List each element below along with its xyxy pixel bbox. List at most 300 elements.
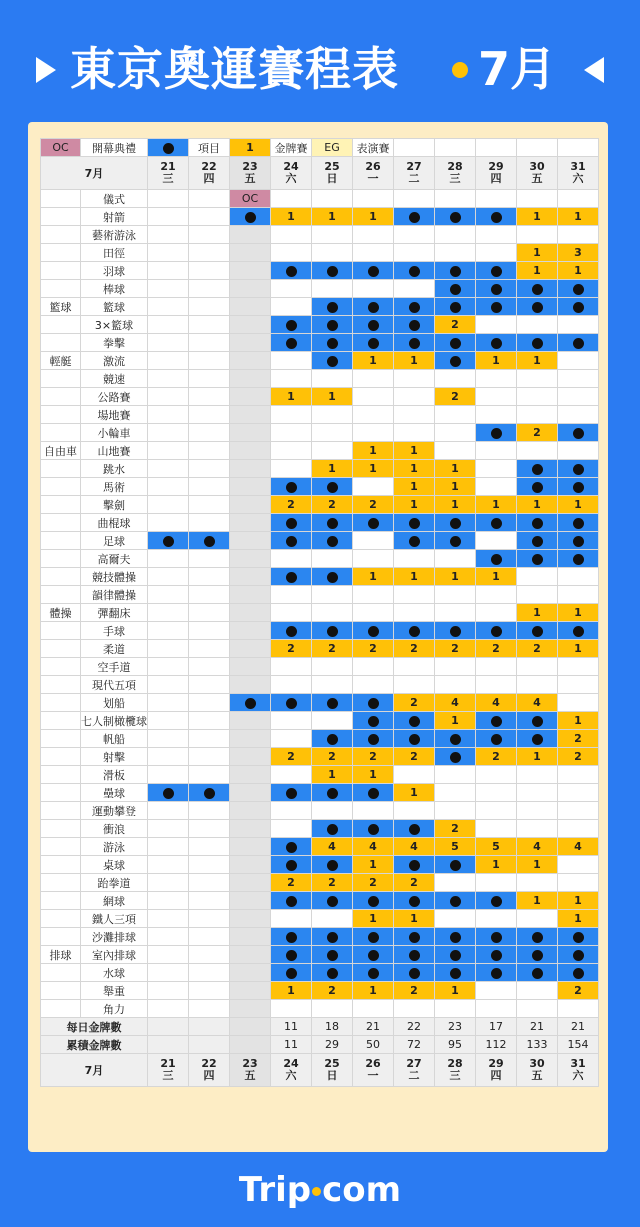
sport-name: 壘球 — [81, 784, 148, 802]
sport-group — [41, 892, 81, 910]
schedule-cell — [189, 892, 230, 910]
schedule-cell — [517, 964, 558, 982]
sport-row — [41, 226, 599, 244]
daily-total-row-cell — [148, 1018, 189, 1036]
schedule-cell — [230, 910, 271, 928]
bullet-icon — [327, 788, 338, 799]
schedule-cell — [230, 982, 271, 1000]
schedule-cell — [394, 1000, 435, 1018]
schedule-cell: 1 — [353, 568, 394, 586]
schedule-cell — [435, 334, 476, 352]
schedule-cell — [394, 388, 435, 406]
schedule-cell — [517, 784, 558, 802]
schedule-cell: 1 — [312, 208, 353, 226]
bullet-icon — [327, 572, 338, 583]
schedule-cell: 3 — [558, 244, 599, 262]
schedule-cell — [189, 910, 230, 928]
schedule-cell — [517, 478, 558, 496]
schedule-cell: 1 — [394, 478, 435, 496]
day-header — [312, 157, 353, 190]
bullet-icon — [573, 482, 584, 493]
weekday: 三 — [449, 172, 461, 185]
schedule-cell — [148, 748, 189, 766]
schedule-cell — [394, 802, 435, 820]
schedule-cell — [271, 478, 312, 496]
sport-row — [41, 316, 599, 334]
month-label: 7月 — [41, 157, 148, 190]
schedule-cell: 1 — [476, 496, 517, 514]
schedule-cell — [558, 370, 599, 388]
schedule-cell — [517, 946, 558, 964]
schedule-cell — [476, 982, 517, 1000]
daily-total-row-cell: 22 — [394, 1018, 435, 1036]
schedule-cell — [148, 298, 189, 316]
schedule-cell: 1 — [353, 766, 394, 784]
schedule-cell: 1 — [353, 856, 394, 874]
schedule-cell — [312, 586, 353, 604]
bullet-icon — [245, 698, 256, 709]
schedule-cell — [312, 226, 353, 244]
schedule-cell — [271, 946, 312, 964]
schedule-cell: 2 — [353, 640, 394, 658]
legend-gold-tag: 1 — [230, 139, 271, 157]
schedule-cell — [353, 694, 394, 712]
schedule-cell — [148, 658, 189, 676]
bullet-icon — [409, 950, 420, 961]
schedule-cell: 1 — [517, 856, 558, 874]
schedule-cell — [312, 316, 353, 334]
sport-group — [41, 496, 81, 514]
schedule-cell — [394, 856, 435, 874]
schedule-cell: 2 — [394, 874, 435, 892]
bullet-icon — [450, 266, 461, 277]
schedule-cell — [558, 946, 599, 964]
sport-group — [41, 802, 81, 820]
schedule-cell — [435, 784, 476, 802]
bullet-icon — [286, 842, 297, 853]
day-header — [558, 157, 599, 190]
schedule-cell: 2 — [312, 982, 353, 1000]
schedule-cell — [189, 406, 230, 424]
schedule-cell — [435, 244, 476, 262]
schedule-cell: 2 — [271, 640, 312, 658]
schedule-cell — [435, 658, 476, 676]
sport-row — [41, 388, 599, 406]
schedule-cell — [148, 226, 189, 244]
sport-group — [41, 208, 81, 226]
bullet-icon — [491, 626, 502, 637]
bullet-icon — [286, 266, 297, 277]
schedule-cell — [394, 262, 435, 280]
sport-group: 輕艇 — [41, 352, 81, 370]
bullet-icon — [450, 860, 461, 871]
bullet-icon — [573, 284, 584, 295]
day-header — [517, 157, 558, 190]
schedule-cell — [230, 478, 271, 496]
schedule-cell — [271, 712, 312, 730]
schedule-cell — [230, 280, 271, 298]
schedule-cell — [230, 226, 271, 244]
bullet-icon — [532, 968, 543, 979]
schedule-cell — [189, 1000, 230, 1018]
schedule-cell — [148, 712, 189, 730]
sport-row — [41, 280, 599, 298]
day-header — [517, 1054, 558, 1087]
schedule-cell — [230, 316, 271, 334]
schedule-cell — [312, 568, 353, 586]
bullet-icon — [327, 626, 338, 637]
day-header — [271, 157, 312, 190]
schedule-cell — [189, 424, 230, 442]
schedule-cell — [476, 226, 517, 244]
schedule-cell: 1 — [476, 856, 517, 874]
schedule-cell — [517, 676, 558, 694]
sport-name: 網球 — [81, 892, 148, 910]
sport-group — [41, 874, 81, 892]
schedule-cell — [312, 298, 353, 316]
page-title: 東京奧運賽程表 — [70, 42, 399, 96]
schedule-cell — [148, 406, 189, 424]
sport-row — [41, 298, 599, 316]
schedule-cell — [435, 766, 476, 784]
daily-total-row-cell: 18 — [312, 1018, 353, 1036]
sport-group — [41, 244, 81, 262]
daily-total-row-cell: 11 — [271, 1018, 312, 1036]
sport-row — [41, 424, 599, 442]
sport-name: 馬術 — [81, 478, 148, 496]
bullet-icon — [450, 356, 461, 367]
schedule-cell — [476, 676, 517, 694]
schedule-cell — [394, 946, 435, 964]
bullet-icon — [409, 536, 420, 547]
schedule-cell — [148, 946, 189, 964]
schedule-cell — [189, 748, 230, 766]
day-number: 30 — [529, 160, 545, 173]
schedule-cell — [476, 910, 517, 928]
bullet-icon — [368, 518, 379, 529]
schedule-cell — [558, 352, 599, 370]
bullet-icon — [286, 572, 297, 583]
schedule-cell — [230, 334, 271, 352]
sport-group: 體操 — [41, 604, 81, 622]
schedule-cell — [394, 964, 435, 982]
schedule-cell — [517, 190, 558, 208]
schedule-cell — [230, 388, 271, 406]
schedule-cell — [435, 964, 476, 982]
schedule-cell — [230, 622, 271, 640]
cumulative-total-row — [41, 1036, 599, 1054]
sport-group: 籃球 — [41, 298, 81, 316]
schedule-cell: 4 — [435, 694, 476, 712]
weekday: 五 — [244, 1069, 256, 1082]
sport-row — [41, 1000, 599, 1018]
schedule-cell — [271, 298, 312, 316]
bullet-icon — [491, 338, 502, 349]
sport-row — [41, 442, 599, 460]
schedule-cell — [189, 622, 230, 640]
schedule-cell — [353, 820, 394, 838]
schedule-cell — [517, 622, 558, 640]
bullet-icon — [491, 518, 502, 529]
schedule-cell: 2 — [435, 316, 476, 334]
brand-text-b: com — [322, 1170, 402, 1210]
schedule-cell: 1 — [353, 352, 394, 370]
sport-row — [41, 910, 599, 928]
schedule-cell — [517, 280, 558, 298]
sport-row — [41, 838, 599, 856]
schedule-cell — [189, 190, 230, 208]
schedule-cell — [435, 514, 476, 532]
bullet-icon — [573, 932, 584, 943]
schedule-cell — [394, 370, 435, 388]
sport-row — [41, 694, 599, 712]
schedule-cell — [230, 694, 271, 712]
bullet-icon — [450, 302, 461, 313]
bullet-icon — [409, 212, 420, 223]
schedule-cell — [271, 334, 312, 352]
day-header — [394, 1054, 435, 1087]
schedule-cell — [558, 784, 599, 802]
schedule-cell: 1 — [394, 910, 435, 928]
cumulative-total-row-cell: 133 — [517, 1036, 558, 1054]
bullet-icon — [327, 482, 338, 493]
schedule-cell: 2 — [435, 388, 476, 406]
schedule-cell — [189, 694, 230, 712]
sport-name: 拳擊 — [81, 334, 148, 352]
sport-name: 射箭 — [81, 208, 148, 226]
schedule-cell — [558, 298, 599, 316]
schedule-cell — [517, 1000, 558, 1018]
sport-row — [41, 244, 599, 262]
schedule-cell — [148, 478, 189, 496]
schedule-cell — [230, 856, 271, 874]
sport-name: 擊劍 — [81, 496, 148, 514]
bullet-icon — [573, 536, 584, 547]
schedule-cell — [189, 784, 230, 802]
sport-group: 自由車 — [41, 442, 81, 460]
schedule-cell — [517, 460, 558, 478]
schedule-cell — [435, 946, 476, 964]
schedule-cell — [517, 568, 558, 586]
sport-name: 舉重 — [81, 982, 148, 1000]
daily-total-row-cell: 21 — [558, 1018, 599, 1036]
schedule-cell — [435, 622, 476, 640]
schedule-cell: OC — [230, 190, 271, 208]
schedule-cell: 1 — [435, 712, 476, 730]
sport-group — [41, 694, 81, 712]
schedule-cell — [435, 604, 476, 622]
schedule-cell — [148, 1000, 189, 1018]
brand-logo — [0, 1168, 640, 1212]
bullet-icon — [491, 968, 502, 979]
schedule-cell: 1 — [312, 388, 353, 406]
day-header — [558, 1054, 599, 1087]
schedule-cell — [476, 712, 517, 730]
schedule-cell: 1 — [312, 766, 353, 784]
schedule-cell — [517, 802, 558, 820]
schedule-cell — [230, 496, 271, 514]
schedule-cell — [353, 676, 394, 694]
schedule-cell — [271, 784, 312, 802]
schedule-cell — [394, 298, 435, 316]
schedule-cell — [435, 550, 476, 568]
schedule-cell — [394, 316, 435, 334]
schedule-cell — [558, 874, 599, 892]
bullet-icon — [286, 536, 297, 547]
schedule-cell — [312, 604, 353, 622]
sport-name: 水球 — [81, 964, 148, 982]
schedule-cell — [435, 874, 476, 892]
schedule-cell — [230, 244, 271, 262]
schedule-cell — [353, 334, 394, 352]
schedule-cell — [476, 334, 517, 352]
schedule-cell: 1 — [558, 208, 599, 226]
bullet-icon — [327, 698, 338, 709]
schedule-cell — [148, 514, 189, 532]
schedule-cell — [230, 640, 271, 658]
weekday: 五 — [244, 172, 256, 185]
schedule-cell: 1 — [517, 496, 558, 514]
schedule-cell — [312, 262, 353, 280]
schedule-cell — [230, 748, 271, 766]
schedule-cell — [312, 532, 353, 550]
schedule-cell — [476, 604, 517, 622]
sport-name: 角力 — [81, 1000, 148, 1018]
bullet-icon — [368, 950, 379, 961]
schedule-cell: 1 — [558, 604, 599, 622]
sport-group — [41, 550, 81, 568]
sport-name: 3×籃球 — [81, 316, 148, 334]
schedule-cell — [353, 964, 394, 982]
sport-row — [41, 640, 599, 658]
schedule-cell: 2 — [312, 496, 353, 514]
schedule-cell — [312, 676, 353, 694]
schedule-cell — [435, 1000, 476, 1018]
day-number: 28 — [447, 160, 463, 173]
schedule-cell — [312, 244, 353, 262]
day-number: 21 — [160, 160, 176, 173]
schedule-cell: 1 — [435, 568, 476, 586]
schedule-cell: 2 — [558, 748, 599, 766]
sport-row — [41, 460, 599, 478]
schedule-cell: 1 — [394, 352, 435, 370]
schedule-cell — [435, 856, 476, 874]
legend-event-swatch — [148, 139, 189, 157]
sport-group — [41, 640, 81, 658]
schedule-cell — [271, 622, 312, 640]
schedule-cell — [558, 226, 599, 244]
schedule-cell — [476, 658, 517, 676]
schedule-cell — [558, 928, 599, 946]
bullet-icon — [409, 734, 420, 745]
day-number: 24 — [283, 1057, 299, 1070]
schedule-cell: 1 — [517, 748, 558, 766]
schedule-cell — [271, 604, 312, 622]
schedule-cell — [517, 334, 558, 352]
sport-group — [41, 478, 81, 496]
schedule-cell — [353, 784, 394, 802]
schedule-cell — [148, 622, 189, 640]
schedule-cell — [189, 802, 230, 820]
bullet-icon — [368, 788, 379, 799]
schedule-cell: 5 — [476, 838, 517, 856]
schedule-cell — [230, 298, 271, 316]
schedule-cell — [271, 568, 312, 586]
schedule-cell — [312, 964, 353, 982]
sport-group — [41, 712, 81, 730]
schedule-cell — [312, 478, 353, 496]
sport-group — [41, 568, 81, 586]
schedule-cell — [189, 298, 230, 316]
sport-row — [41, 550, 599, 568]
schedule-cell — [271, 532, 312, 550]
sport-name: 室內排球 — [81, 946, 148, 964]
schedule-cell — [435, 370, 476, 388]
legend-eg-tag: EG — [312, 139, 353, 157]
bullet-icon — [532, 518, 543, 529]
schedule-cell: 2 — [353, 874, 394, 892]
schedule-cell: 1 — [517, 892, 558, 910]
schedule-cell — [517, 586, 558, 604]
day-header — [476, 1054, 517, 1087]
sport-name: 滑板 — [81, 766, 148, 784]
weekday: 五 — [531, 1069, 543, 1082]
bullet-icon — [286, 518, 297, 529]
weekday: 三 — [162, 172, 174, 185]
schedule-cell — [148, 244, 189, 262]
schedule-cell: 2 — [353, 748, 394, 766]
schedule-cell — [230, 460, 271, 478]
schedule-cell — [230, 1000, 271, 1018]
schedule-cell: 4 — [312, 838, 353, 856]
bullet-icon — [327, 860, 338, 871]
bullet-icon — [286, 338, 297, 349]
schedule-cell — [271, 442, 312, 460]
schedule-cell — [230, 604, 271, 622]
schedule-cell — [312, 370, 353, 388]
schedule-cell — [353, 946, 394, 964]
schedule-cell — [148, 874, 189, 892]
schedule-cell — [148, 208, 189, 226]
weekday: 六 — [572, 172, 584, 185]
schedule-cell — [558, 766, 599, 784]
sport-name: 籃球 — [81, 298, 148, 316]
bullet-icon — [286, 482, 297, 493]
schedule-cell — [435, 928, 476, 946]
sport-name: 射擊 — [81, 748, 148, 766]
schedule-cell — [312, 946, 353, 964]
sport-group — [41, 460, 81, 478]
schedule-cell — [189, 334, 230, 352]
schedule-cell: 1 — [271, 982, 312, 1000]
schedule-cell — [435, 352, 476, 370]
schedule-cell — [435, 226, 476, 244]
daily-total-row-cell — [230, 1018, 271, 1036]
sport-group — [41, 1000, 81, 1018]
schedule-cell — [558, 478, 599, 496]
schedule-cell — [148, 982, 189, 1000]
bullet-icon — [409, 860, 420, 871]
schedule-cell — [353, 370, 394, 388]
bullet-icon — [532, 536, 543, 547]
schedule-cell — [476, 964, 517, 982]
schedule-cell — [394, 550, 435, 568]
triangle-left-icon — [584, 57, 604, 83]
bullet-icon — [532, 482, 543, 493]
schedule-cell — [476, 478, 517, 496]
schedule-cell — [189, 604, 230, 622]
sport-group — [41, 190, 81, 208]
